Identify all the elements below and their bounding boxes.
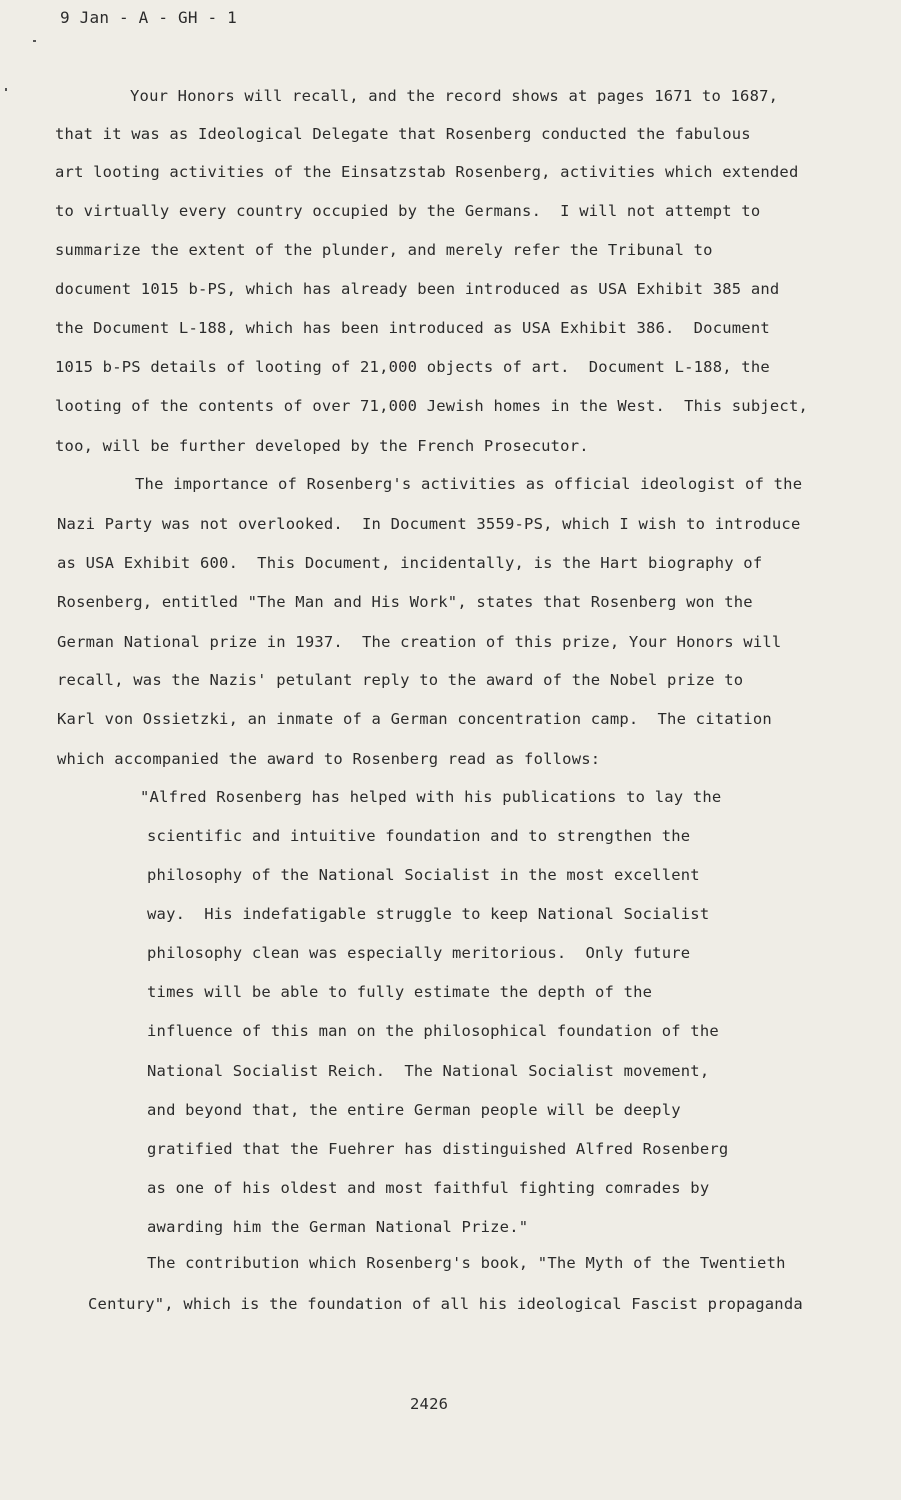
quote-line: awarding him the German National Prize." <box>147 1218 529 1236</box>
document-reference: 9 Jan - A - GH - 1 <box>60 8 237 27</box>
quote-line: gratified that the Fuehrer has distinguished Alfred Rosenberg <box>147 1140 729 1158</box>
text-line: summarize the extent of the plunder, and merely refer the Tribunal to <box>55 241 713 259</box>
quote-line: times will be able to fully estimate the depth of the <box>147 983 653 1001</box>
quote-line: National Socialist Reich. The National Socialist movement, <box>147 1062 710 1080</box>
text-line: recall, was the Nazis' petulant reply to the award of the Nobel prize to <box>57 671 744 689</box>
quote-line: and beyond that, the entire German people will be deeply <box>147 1101 681 1119</box>
quote-line: influence of this man on the philosophical foundation of the <box>147 1022 719 1040</box>
text-line: Nazi Party was not overlooked. In Document 3559-PS, which I wish to introduce <box>57 515 801 533</box>
text-line: The contribution which Rosenberg's book, "The Myth of the Twentieth <box>147 1254 786 1272</box>
text-line: which accompanied the award to Rosenberg read as follows: <box>57 750 601 768</box>
page-number: 2426 <box>410 1395 449 1413</box>
margin-mark <box>33 40 36 42</box>
text-line: as USA Exhibit 600. This Document, incidentally, is the Hart biography of <box>57 554 763 572</box>
text-line: Century", which is the foundation of all his ideological Fascist propaganda <box>88 1295 803 1313</box>
quote-line: scientific and intuitive foundation and to strengthen the <box>147 827 691 845</box>
text-line: to virtually every country occupied by the Germans. I will not attempt to <box>55 202 761 220</box>
quote-line: way. His indefatigable struggle to keep National Socialist <box>147 905 710 923</box>
text-line: 1015 b-PS details of looting of 21,000 objects of art. Document L-188, the <box>55 358 770 376</box>
text-line: Karl von Ossietzki, an inmate of a German concentration camp. The citation <box>57 710 772 728</box>
text-line: art looting activities of the Einsatzstab Rosenberg, activities which extended <box>55 163 799 181</box>
quote-line: philosophy of the National Socialist in the most excellent <box>147 866 700 884</box>
text-line: too, will be further developed by the French Prosecutor. <box>55 437 589 455</box>
quote-line: as one of his oldest and most faithful fighting comrades by <box>147 1179 710 1197</box>
text-line: Rosenberg, entitled "The Man and His Work", states that Rosenberg won the <box>57 593 753 611</box>
quote-line: philosophy clean was especially meritorious. Only future <box>147 944 691 962</box>
margin-mark <box>5 88 7 91</box>
text-line: German National prize in 1937. The creation of this prize, Your Honors will <box>57 633 782 651</box>
text-line: The importance of Rosenberg's activities as official ideologist of the <box>135 475 803 493</box>
quote-line: "Alfred Rosenberg has helped with his publications to lay the <box>140 788 722 806</box>
text-line: looting of the contents of over 71,000 Jewish homes in the West. This subject, <box>55 397 809 415</box>
text-line: Your Honors will recall, and the record shows at pages 1671 to 1687, <box>130 87 779 105</box>
text-line: the Document L-188, which has been introduced as USA Exhibit 386. Document <box>55 319 770 337</box>
text-line: that it was as Ideological Delegate that Rosenberg conducted the fabulous <box>55 125 751 143</box>
text-line: document 1015 b-PS, which has already been introduced as USA Exhibit 385 and <box>55 280 780 298</box>
